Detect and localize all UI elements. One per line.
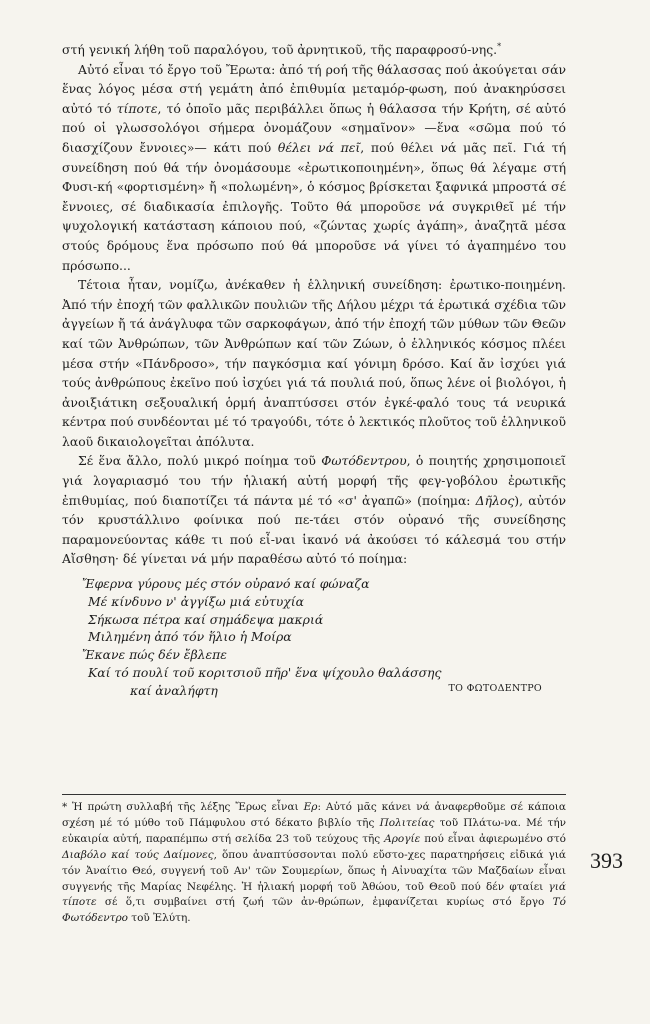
italic-run: γιά τίποτε bbox=[62, 880, 566, 909]
poem-line: Μέ κίνδυνο ν' ἀγγίξω μιά εὐτυχία bbox=[88, 593, 305, 609]
footnote-divider bbox=[62, 794, 566, 795]
text-run: Αὐτό εἶναι τό ἔργο τοῦ Ἔρωτα: ἀπό τή ροή τῆς θάλασσας πού ἀκούγεται σάν ἕνας λόγος μέσα στή γεμάτη ἀπό ἐπιθυμία μεταμόρ-φωση, πού ἀνακηρύσσει αὐτό τό bbox=[62, 61, 566, 116]
footnote-marker: * bbox=[497, 42, 502, 51]
text-run: στή γενική λήθη τοῦ παραλόγου, τοῦ ἀρνητικοῦ, τῆς παραφροσύ-νης. bbox=[62, 42, 498, 57]
paragraph bbox=[62, 60, 566, 276]
text-run: , πού θέλει νά μᾶς πεῖ. Γιά τή συνείδηση πού θά τήν ὀνομάσουμε «ἐρωτικοποιημένη», ὅπως θά λέγαμε στή Φυσι-κή «φορτισμένη» ἤ «πολωμένη», ὁ κόσμος βρίσκεται ξαφνικά μπροστά σέ ἔννοιες, σέ διαδικασία ἐπιλογῆς. Τοῦτο θά μποροῦσε νά συγκριθεῖ μέ τήν ψυχολογική κατάσταση κάποιου πού, «ζώντας χωρίς ἀγάπη», ἀναζητᾶ μέσα στούς δρόμους ἕνα πρόσωπο πού θά μποροῦσε νά γίνει τό ἀγαπημένο του πρόσωπο... bbox=[62, 139, 566, 273]
text-run: ), αὐτόν τόν κρυστάλλινο φοίνικα πού πε-τάει στόν οὐρανό τῆς συνείδησης παραμονεύοντας κάθε τι πού εἶ-ναι ἱκανό νά ἀκούσει τό κάλεσμά του στήν Αἴσθηση· δέ γίνεται νά μήν παραθέσω αὐτό τό ποίημα: bbox=[62, 492, 566, 567]
footnote bbox=[62, 800, 566, 927]
text-run: , τό ὁποῖο μᾶς περιβάλλει ὅπως ἡ θάλασσα τήν Κρήτη, σέ αὐτό πού οἱ γλωσσολόγοι σήμερα ὀνομάζουν «σημαῖνον» —ἕνα «σῶμα πού τό διασχίζουν ἔννοιες»— κάτι πού bbox=[62, 100, 567, 155]
italic-run: Πολιτείας bbox=[379, 816, 435, 829]
italic-run: Φωτόδεντρου bbox=[321, 453, 407, 469]
italic-run: Τό Φωτόδεντρο bbox=[62, 896, 566, 925]
text-run: , ὁ ποιητής χρησιμοποιεῖ γιά λογαριασμό του τήν ἡλιακή αὐτή μορφή τῆς φεγ-γοβόλου ἐρωτικῆς ἐπιθυμίας, πού διαποτίζει τά πάντα μέ τό «σ' ἀγαπῶ» (ποίημα: bbox=[62, 453, 566, 508]
text-run: Σέ ἕνα ἄλλο, πολύ μικρό ποίημα τοῦ bbox=[78, 453, 322, 469]
page-number: 393 bbox=[590, 848, 623, 873]
italic-run: θέλει νά πεῖ bbox=[277, 139, 361, 155]
text-run: Τέτοια ἦταν, νομίζω, ἀνέκαθεν ἡ ἑλληνική συνείδηση: ἐρωτικο-ποιημένη. Ἀπό τήν ἐποχή τῶν φαλλικῶν πουλιῶν τῆς Δήλου μέχρι τά ἐρωτικά σχέδια τῶν ἀγγείων ἤ τά ἀνάγλυφα τῶν σαρκοφάγων, ἀπό τήν ἐποχή τῶν μύθων τῶν Θεῶν καί τῶν Ἀνθρώπων, τῶν Ἀνθρώπων καί τῶν Ζώων, ὁ ἑλληνικός κόσμος πλέει μέσα στήν «Πάνδροσο», τήν παγκόσμια καί γόνιμη δρόσο. Καί ἄν ἰσχύει γιά τούς ἀνθρώπους ἐκεῖνο πού ἰσχύει γιά τά πουλιά πού, ὅπως λένε οἱ βιολόγοι, ἡ ἀνοιξιάτικη σεξουαλική ὁρμή ἀναπτύσσει στόν ἐγκέ-φαλό τους τά νευρικά κέντρα πού συνδέονται μέ τό τραγούδι, τότε ὁ λεκτικός πλοῦτος τοῦ ἑλληνικοῦ λαοῦ δικαιολογεῖται ἀπόλυτα. bbox=[62, 277, 566, 449]
poem-line: Σήκωσα πέτρα καί σημάδεψα μακριά bbox=[88, 611, 324, 627]
poem-line: καί ἀναλήφτη bbox=[130, 682, 218, 698]
text-run: : Αὐτό μᾶς κάνει νά ἀναφερθοῦμε σέ κάποια σχέση μέ τό μύθο τοῦ Πάμφυλου στό δέκατο βιβλίο τῆς bbox=[62, 801, 566, 829]
text-run: , ὅπου ἀναπτύσσονται πολύ εὔστο-χες παρατηρήσεις εἰδικά γιά τόν Ἀναίτιο Θεό, συγγενή τοῦ Αν' τῶν Σουμερίων, ὅπως ἡ Αἰνυαχίτα τῶν Μαζδαίων εἶναι συγγενής τῆς Μαρίας Νεφέλης. Ἡ ἡλιακή μορφή τοῦ Ἀθώου, τοῦ Θεοῦ πού δέν φταίει bbox=[62, 848, 566, 893]
poem-line: Ἔκανε πώς δέν ἔβλεπε bbox=[82, 647, 227, 663]
poem-line: Ἔφερνα γύρους μές στόν οὐρανό καί φώναζα bbox=[82, 576, 370, 592]
footnote-text bbox=[62, 800, 566, 927]
poem-source: ΤΟ ΦΩΤΟΔΕΝΤΡΟ bbox=[448, 682, 542, 694]
text-run: * Ἡ πρώτη συλλαβή τῆς λέξης Ἔρως εἶναι bbox=[62, 801, 304, 813]
paragraph bbox=[62, 40, 566, 60]
poem-line: Μιλημένη ἀπό τόν ἥλιο ἡ Μοίρα bbox=[88, 629, 292, 645]
main-text bbox=[62, 40, 566, 700]
text-run: σέ ὅ,τι συμβαίνει στή ζωή τῶν ἀν-θρώπων, ἐμφανίζεται κυρίως στό ἔργο bbox=[96, 896, 553, 909]
poem-line: Καί τό πουλί τοῦ κοριτσιοῦ πῆρ' ἕνα ψίχουλο θαλάσσης bbox=[88, 665, 442, 681]
paragraph bbox=[62, 275, 566, 451]
poem-quote bbox=[82, 575, 566, 700]
text-run: τοῦ Πλάτω-να. Μέ τήν εὐκαιρία αὐτή, παραπέμπω στή σελίδα 23 τοῦ τεύχους τῆς bbox=[62, 816, 566, 845]
italic-run: Διαβόλο καί τούς Δαίμονες bbox=[62, 848, 214, 861]
paragraph bbox=[62, 451, 566, 569]
italic-run: τίποτε bbox=[116, 100, 158, 116]
italic-run: Αρογίε bbox=[384, 832, 421, 845]
italic-run: Ερ bbox=[303, 801, 318, 813]
italic-run: Δῆλος bbox=[475, 492, 515, 508]
text-run: τοῦ Ἐλύτη. bbox=[127, 912, 191, 925]
text-run: πού εἶναι ἀφιερωμένο στό bbox=[420, 832, 566, 845]
